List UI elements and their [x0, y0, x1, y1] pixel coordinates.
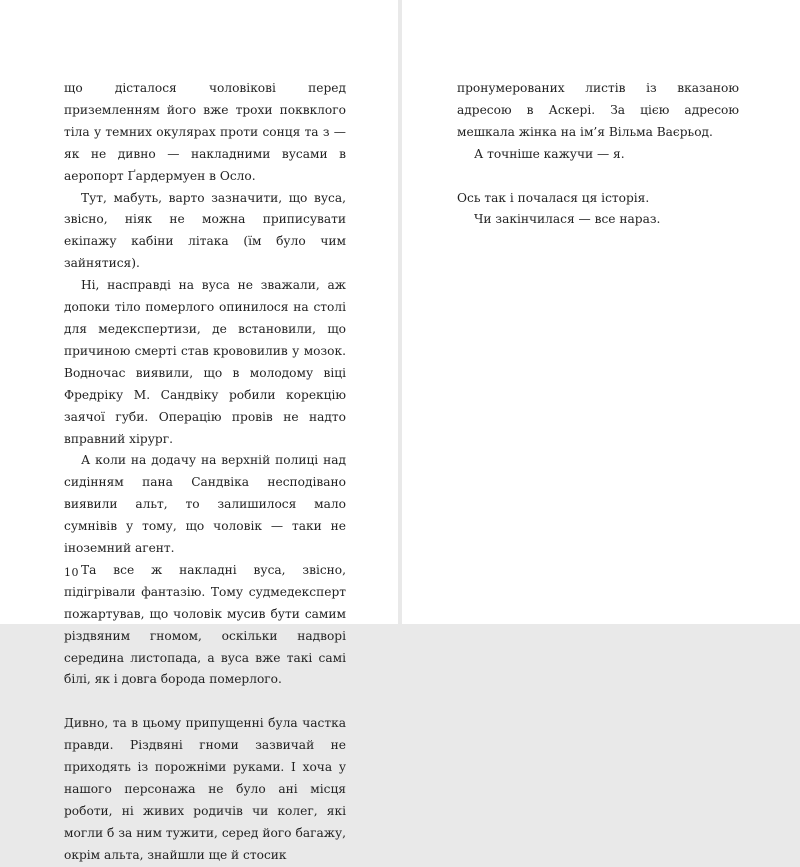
paragraph: Тут, мабуть, варто зазначити, що вуса, звісно, ніяк не можна приписувати екіпажу кабіни літака (їм було чим зайнятися). [64, 190, 346, 271]
section-break [457, 166, 739, 188]
paragraph: що дісталося чоловікові перед приземленням його вже трохи поквклого тіла у темних окулярах проти сонця та з — як не дивно — накладними вусами в аеропорт Ґардермуен в Осло. [64, 81, 346, 183]
paragraph: Дивно, та в цьому припущенні була частка правди. Різдвяні гноми зазвичай не приходять із порожніми руками. І хоча у нашого персонажа не було ані місця роботи, ні живих родичів чи колег, які могли б за ним тужити, серед його багажу, окрім альта, знайшли ще й стосик [64, 716, 346, 862]
left-page-text [64, 78, 346, 867]
section-break [64, 691, 346, 713]
paragraph: А коли на додачу на верхній полиці над сидінням пана Сандвіка несподівано виявили альт, то залишилося мало сумнівів у тому, що чоловік — таки не іноземний агент. [64, 453, 346, 556]
right-page-text [457, 78, 739, 231]
paragraph: Ні, насправді на вуса не зважали, аж допоки тіло померлого опинилося на столі для медекспертизи, де встановили, що причиною смерті став крововилив у мозок. Водночас виявили, що в молодому віці Фредріку М. Сандвіку робили корекцію заячої губи. Операцію провів не надто вправний хірург. [64, 278, 346, 446]
paragraph: Та все ж накладні вуса, звісно, підігрівали фантазію. Тому судмедексперт пожартував, що чоловік мусив бути самим різдвяним гномом, оскільки надворі середина листопада, а вуса вже такі самі білі, як і довга борода померлого. [64, 562, 346, 687]
paragraph: Ось так і почалася ця історія. [457, 190, 650, 205]
paragraph: пронумерованих листів із вказаною адресою в Аскері. За цією адресою мешкала жінка на ім’я Вільма Ваєрьод. [457, 81, 739, 139]
left-page [0, 0, 398, 862]
paragraph: А точніше кажучи — я. [474, 146, 625, 161]
page-number: 10 [64, 566, 79, 579]
paragraph: Чи закінчилася — все нараз. [474, 212, 661, 227]
right-page [402, 0, 800, 624]
